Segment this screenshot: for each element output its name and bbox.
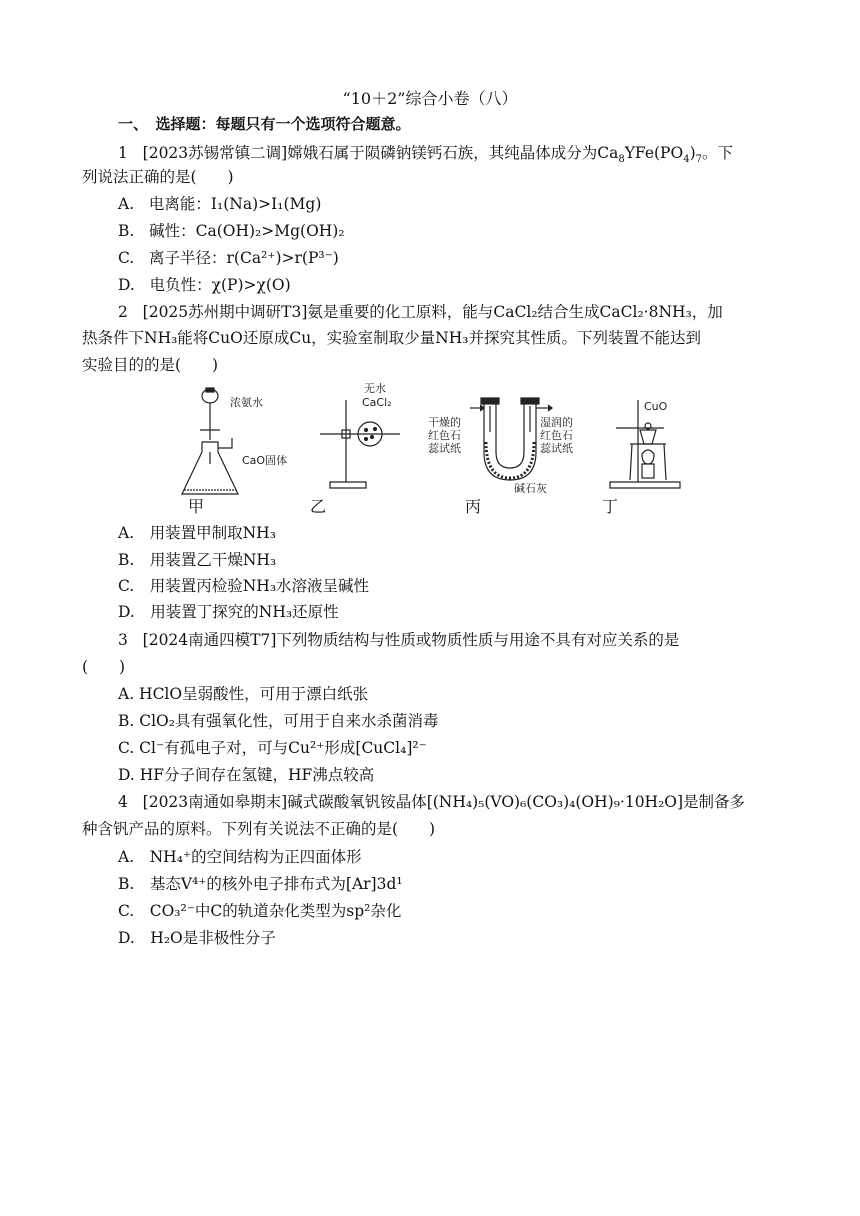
question-1-option-d: D. 电负性：χ(P)>χ(O) bbox=[118, 276, 291, 294]
label-jia: 甲 bbox=[188, 497, 205, 516]
question-1-line-2: 列说法正确的是( ) bbox=[82, 168, 234, 186]
question-4-option-c: C. CO₃²⁻中C的轨道杂化类型为sp²杂化 bbox=[118, 902, 402, 920]
label-bing: 丙 bbox=[465, 497, 482, 516]
question-1-option-c: C. 离子半径：r(Ca²⁺)>r(P³⁻) bbox=[118, 249, 339, 267]
page-title: “10＋2”综合小卷（八） bbox=[342, 89, 518, 108]
question-3-line-2: ( ) bbox=[82, 658, 126, 676]
label-soda-lime: 碱石灰 bbox=[514, 482, 547, 495]
label-dry-paper-3: 蕊试纸 bbox=[428, 442, 461, 455]
label-cuo: CuO bbox=[644, 400, 668, 413]
label-conc-ammonia: 浓氨水 bbox=[230, 396, 263, 409]
question-4-option-d: D. H₂O是非极性分子 bbox=[118, 929, 276, 947]
question-2-option-a: A. 用装置甲制取NH₃ bbox=[118, 524, 276, 542]
label-wet-paper-3: 蕊试纸 bbox=[540, 442, 573, 455]
question-2-line-3: 实验目的的是( ) bbox=[82, 356, 219, 374]
label-cacl2: CaCl₂ bbox=[362, 396, 392, 409]
question-2-option-c: C. 用装置丙检验NH₃水溶液呈碱性 bbox=[118, 577, 370, 595]
apparatus-yi bbox=[320, 400, 400, 488]
label-ding: 丁 bbox=[602, 497, 619, 516]
question-4-option-b: B. 基态V⁴⁺的核外电子排布式为[Ar]3d¹ bbox=[118, 875, 403, 893]
question-2-option-b: B. 用装置乙干燥NH₃ bbox=[118, 551, 277, 569]
label-yi: 乙 bbox=[310, 497, 327, 516]
question-4-line-1: 4 [2023南通如皋期末]碱式碳酸氧钒铵晶体[(NH₄)₅(VO)₆(CO₃)₄(OH)₉·10H₂O]是制备多 bbox=[118, 793, 746, 811]
question-2-line-2: 热条件下NH₃能将CuO还原成Cu，实验室制取少量NH₃并探究其性质。下列装置不能达到 bbox=[82, 329, 701, 347]
section-heading: 一、 选择题：每题只有一个选项符合题意。 bbox=[118, 115, 411, 133]
question-2-option-d: D. 用装置丁探究的NH₃还原性 bbox=[118, 603, 339, 621]
label-dry-paper-2: 红色石 bbox=[428, 429, 461, 442]
apparatus-ding bbox=[610, 400, 680, 488]
question-2-line-1: 2 [2025苏州期中调研T3]氨是重要的化工原料，能与CaCl₂结合生成CaCl₂·8NH₃，加 bbox=[118, 303, 723, 321]
label-dry-paper-1: 干燥的 bbox=[428, 416, 461, 429]
label-wet-paper-1: 湿润的 bbox=[540, 416, 573, 429]
question-4-option-a: A. NH₄⁺的空间结构为正四面体形 bbox=[118, 848, 362, 866]
label-cao-solid: CaO固体 bbox=[242, 454, 288, 467]
question-3-option-d: D. HF分子间存在氢键，HF沸点较高 bbox=[118, 766, 375, 784]
question-1-option-a: A. 电离能：I₁(Na)>I₁(Mg) bbox=[118, 195, 322, 213]
label-wet-paper-2: 红色石 bbox=[540, 429, 573, 442]
question-3-option-a: A. HClO呈弱酸性，可用于漂白纸张 bbox=[118, 685, 369, 703]
question-4-line-2: 种含钒产品的原料。下列有关说法不正确的是( ) bbox=[82, 820, 436, 838]
question-1-option-b: B. 碱性：Ca(OH)₂>Mg(OH)₂ bbox=[118, 222, 345, 240]
label-anhydrous: 无水 bbox=[364, 382, 386, 395]
question-3-line-1: 3 [2024南通四模T7]下列物质结构与性质或物质性质与用途不具有对应关系的是 bbox=[118, 631, 680, 649]
question-3-option-b: B. ClO₂具有强氧化性，可用于自来水杀菌消毒 bbox=[118, 712, 439, 730]
question-3-option-c: C. Cl⁻有孤电子对，可与Cu²⁺形成[CuCl₄]²⁻ bbox=[118, 739, 427, 757]
question-1-line-1: 1 [2023苏锡常镇二调]嫦娥石属于陨磷钠镁钙石族，其纯晶体成分为$Ca_8YFe(PO_4)_7$。下 bbox=[118, 144, 734, 166]
